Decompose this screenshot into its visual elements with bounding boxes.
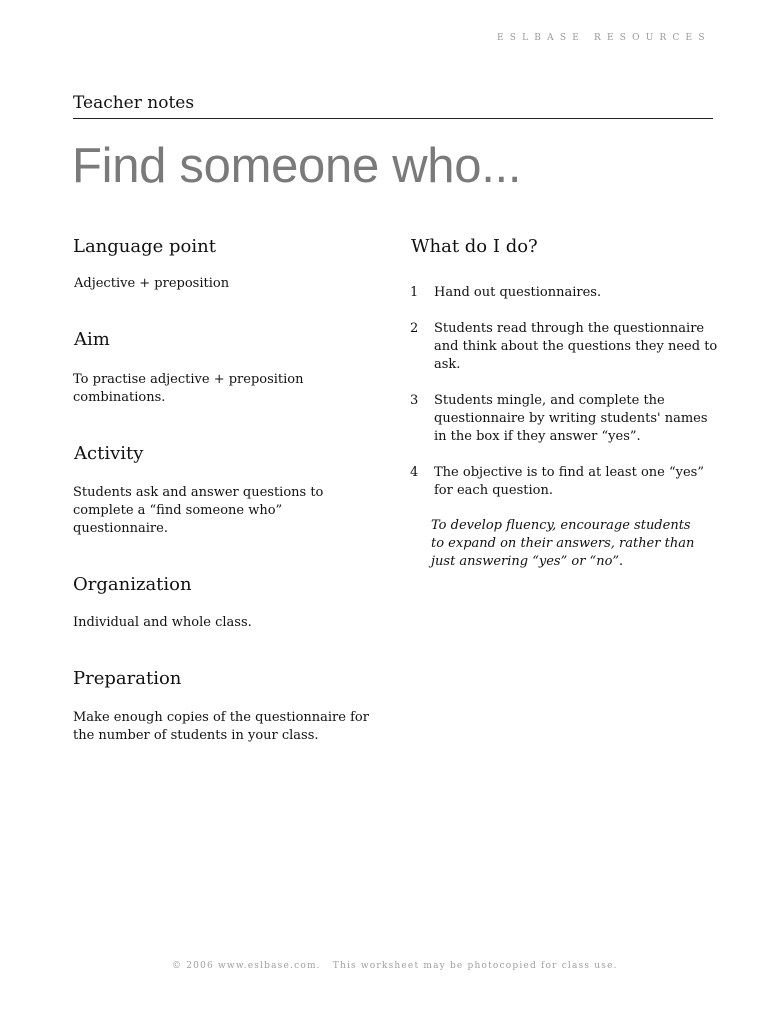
- step-text: The objective is to find at least one “yes” for each question.: [434, 465, 704, 498]
- organization-heading: Organization: [73, 574, 192, 595]
- step-number: 1: [410, 285, 419, 300]
- footer-copyright: © 2006 www.eslbase.com.: [172, 961, 321, 971]
- language-point-heading: Language point: [73, 236, 216, 257]
- footer-notice: This worksheet may be photocopied for class use.: [332, 961, 618, 971]
- page-title: Find someone who...: [72, 139, 522, 193]
- list-item: [410, 320, 720, 374]
- brand-header: ESLBASE RESOURCES: [497, 33, 711, 43]
- list-item: [410, 392, 720, 446]
- fluency-tip: To develop fluency, encourage students to expand on their answers, rather than just answering “yes” or “no”.: [431, 518, 695, 569]
- step-number: 3: [410, 393, 419, 408]
- language-point-text: Adjective + preposition: [74, 276, 230, 291]
- section-label: Teacher notes: [73, 93, 195, 113]
- aim-heading: Aim: [74, 329, 110, 350]
- what-do-i-do-heading: What do I do?: [411, 236, 538, 257]
- step-text: Students read through the questionnaire and think about the questions they need to ask.: [434, 321, 718, 372]
- step-text: Hand out questionnaires.: [434, 285, 602, 300]
- organization-text: Individual and whole class.: [73, 615, 252, 630]
- steps-list: [410, 284, 720, 518]
- preparation-text: Make enough copies of the questionnaire for the number of students in your class.: [73, 710, 369, 743]
- step-text: Students mingle, and complete the questionnaire by writing students' names in the box if they answer “yes”.: [434, 393, 708, 444]
- step-number: 2: [410, 321, 419, 336]
- header-divider: [73, 118, 713, 119]
- list-item: [410, 464, 720, 500]
- list-item: [410, 284, 720, 302]
- activity-text: Students ask and answer questions to complete a “find someone who” questionnaire.: [73, 485, 324, 536]
- aim-text: To practise adjective + preposition combinations.: [73, 372, 304, 405]
- footer: [172, 961, 618, 971]
- preparation-heading: Preparation: [73, 668, 182, 689]
- step-number: 4: [410, 465, 419, 480]
- activity-heading: Activity: [74, 443, 144, 464]
